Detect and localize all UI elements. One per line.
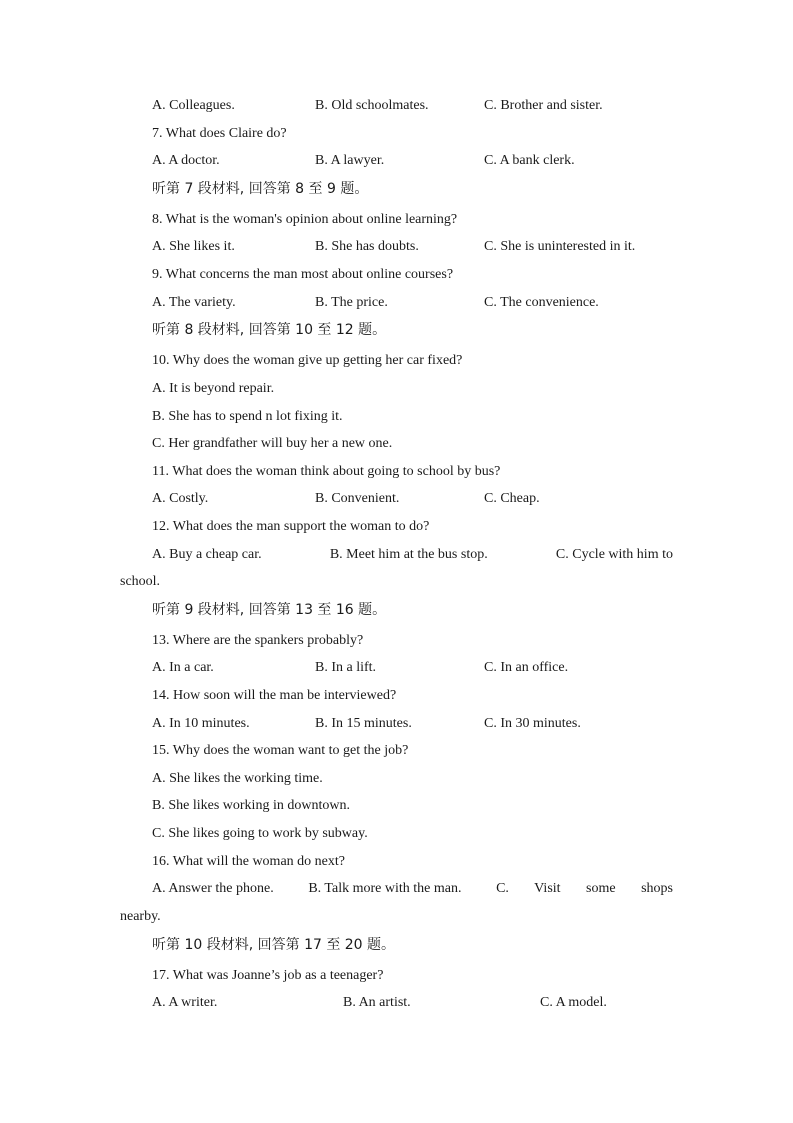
q14-option-a: A. In 10 minutes. <box>152 716 250 731</box>
q13-option-c: C. In an office. <box>484 660 569 675</box>
q10-option-b: B. She has to spend n lot fixing it. <box>152 409 343 424</box>
q11-option-c: C. Cheap. <box>484 491 540 506</box>
q9-option-c: C. The convenience. <box>484 295 599 310</box>
q16-stem: 16. What will the woman do next? <box>152 854 345 869</box>
q7-option-c: C. A bank clerk. <box>484 153 575 168</box>
q17-option-c: C. A model. <box>540 995 607 1010</box>
q12-option-c-continued: school. <box>120 574 161 589</box>
q11-stem: 11. What does the woman think about going to school by bus? <box>152 464 501 479</box>
q15-option-c: C. She likes going to work by subway. <box>152 826 368 841</box>
q13-option-a: A. In a car. <box>152 660 214 675</box>
q16-option-b: B. Talk more with the man. <box>308 881 462 896</box>
q10-stem: 10. Why does the woman give up getting her car fixed? <box>152 353 463 368</box>
q6-option-b: B. Old schoolmates. <box>315 98 429 113</box>
q7-option-b: B. A lawyer. <box>315 153 385 168</box>
q16-option-c-continued: nearby. <box>120 909 161 924</box>
section-10-heading: 听第 10 段材料, 回答第 17 至 20 题。 <box>152 937 396 953</box>
q16-option-c: C. Visit some shops <box>496 881 673 896</box>
q7-option-a: A. A doctor. <box>152 153 220 168</box>
q6-option-c: C. Brother and sister. <box>484 98 603 113</box>
q17-option-b: B. An artist. <box>343 995 411 1010</box>
q14-option-b: B. In 15 minutes. <box>315 716 412 731</box>
section-8-heading: 听第 8 段材料, 回答第 10 至 12 题。 <box>152 322 387 338</box>
q14-option-c: C. In 30 minutes. <box>484 716 581 731</box>
q11-option-b: B. Convenient. <box>315 491 400 506</box>
q17-option-a: A. A writer. <box>152 995 218 1010</box>
q13-option-b: B. In a lift. <box>315 660 377 675</box>
q15-option-b: B. She likes working in downtown. <box>152 798 350 813</box>
q8-option-a: A. She likes it. <box>152 239 235 254</box>
q12-option-c: C. Cycle with him to <box>555 547 673 562</box>
q15-option-a: A. She likes the working time. <box>152 771 323 786</box>
section-7-heading: 听第 7 段材料, 回答第 8 至 9 题。 <box>152 181 369 197</box>
q8-option-c: C. She is uninterested in it. <box>484 239 636 254</box>
q13-stem: 13. Where are the spankers probably? <box>152 633 364 648</box>
q16-option-a: A. Answer the phone. <box>152 881 274 896</box>
q15-stem: 15. Why does the woman want to get the job? <box>152 743 409 758</box>
section-9-heading: 听第 9 段材料, 回答第 13 至 16 题。 <box>152 602 387 618</box>
q9-option-a: A. The variety. <box>152 295 236 310</box>
q14-stem: 14. How soon will the man be interviewed? <box>152 688 397 703</box>
q12-option-b: B. Meet him at the bus stop. <box>329 547 488 562</box>
q10-option-a: A. It is beyond repair. <box>152 381 275 396</box>
q6-option-a: A. Colleagues. <box>152 98 235 113</box>
q9-stem: 9. What concerns the man most about online courses? <box>152 267 454 282</box>
q10-option-c: C. Her grandfather will buy her a new one. <box>152 436 393 451</box>
q8-option-b: B. She has doubts. <box>315 239 419 254</box>
q8-stem: 8. What is the woman's opinion about online learning? <box>152 212 458 227</box>
q12-option-a: A. Buy a cheap car. <box>152 547 262 562</box>
q16-options-row <box>152 880 673 898</box>
q12-options-row <box>152 546 673 564</box>
q11-option-a: A. Costly. <box>152 491 209 506</box>
q7-stem: 7. What does Claire do? <box>152 126 287 141</box>
q12-stem: 12. What does the man support the woman to do? <box>152 519 430 534</box>
q17-stem: 17. What was Joanne’s job as a teenager? <box>152 968 384 983</box>
q9-option-b: B. The price. <box>315 295 388 310</box>
